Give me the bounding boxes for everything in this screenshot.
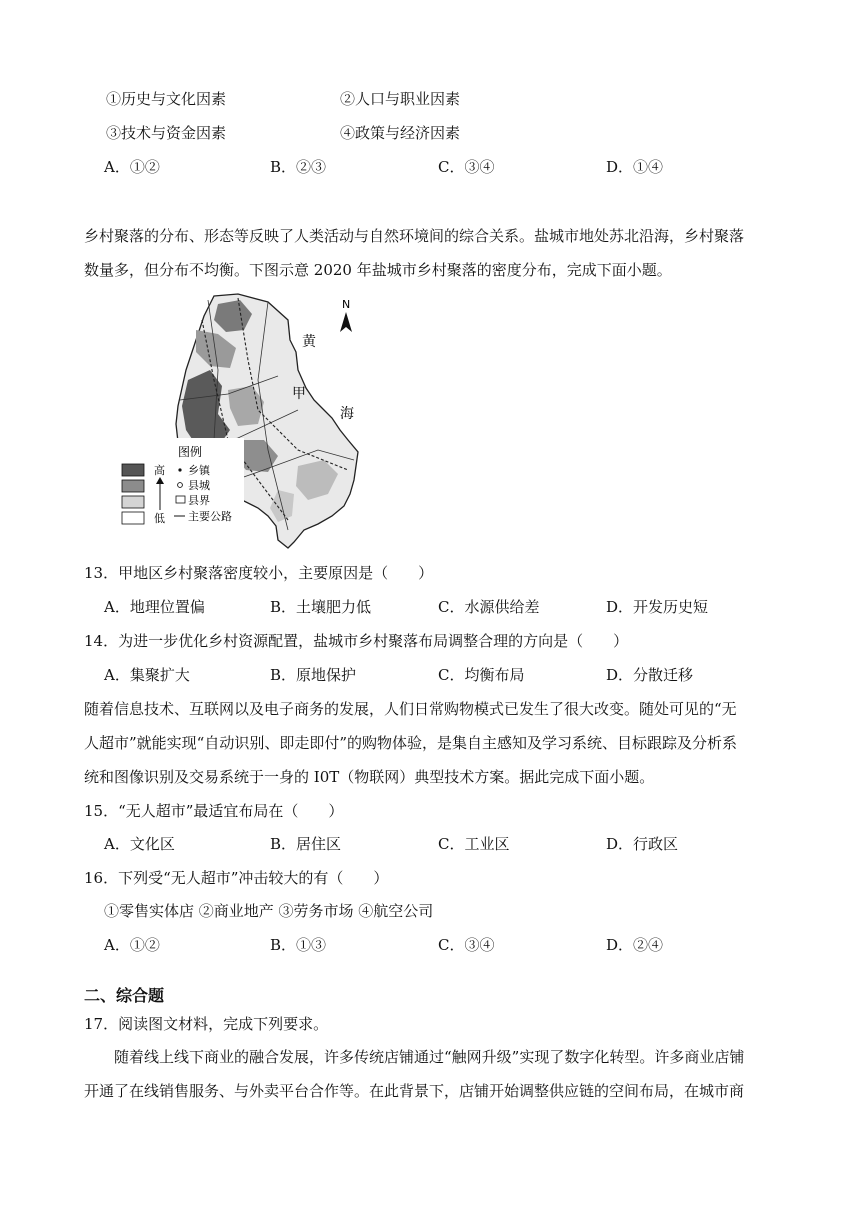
q14-option-a: A．集聚扩大 [104, 666, 190, 684]
q13-option-b: B．土壤肥力低 [270, 598, 372, 616]
prev-item-2: ②人口与职业因素 [340, 90, 461, 108]
legend-swatch-1 [122, 464, 144, 476]
prev-item-4: ④政策与经济因素 [340, 124, 461, 142]
prev-item-1: ①历史与文化因素 [106, 90, 227, 108]
passage2-line2: 人超市”就能实现“自动识别、即走即付”的购物体验，是集自主感知及学习系统、目标跟踪及分析系 [84, 734, 738, 752]
prev-option-c: C．③④ [438, 158, 495, 176]
q14-option-d: D．分散迁移 [606, 666, 694, 684]
sea-label-2: 海 [340, 406, 354, 422]
legend-item-county-boundary: 县界 [188, 494, 210, 507]
q15-option-a: A．文化区 [104, 835, 175, 853]
q14-stem: 14．为进一步优化乡村资源配置，盐城市乡村聚落布局调整合理的方向是（ ） [84, 632, 629, 650]
q13-option-a: A．地理位置偏 [104, 598, 205, 616]
passage1-line2: 数量多，但分布不均衡。下图示意 2020 年盐城市乡村聚落的密度分布，完成下面小题。 [84, 261, 672, 279]
legend-swatch-3 [122, 496, 144, 508]
q13-option-d: D．开发历史短 [606, 598, 709, 616]
prev-option-d: D．①④ [606, 158, 664, 176]
prev-option-b: B．②③ [270, 158, 327, 176]
legend-high: 高 [154, 464, 165, 477]
legend-low: 低 [154, 512, 165, 525]
q16-stem: 16．下列受“无人超市”冲击较大的有（ ） [84, 869, 389, 887]
passage1-line1: 乡村聚落的分布、形态等反映了人类活动与自然环境间的综合关系。盐城市地处苏北沿海，乡村聚落 [84, 227, 745, 245]
legend-item-county-seat: 县城 [188, 479, 210, 492]
q15-option-d: D．行政区 [606, 835, 679, 853]
q16-option-c: C．③④ [438, 936, 495, 954]
q14-option-b: B．原地保护 [270, 666, 357, 684]
q17-stem: 17．阅读图文材料，完成下列要求。 [84, 1015, 329, 1033]
passage2-line1: 随着信息技术、互联网以及电子商务的发展，人们日常购物模式已发生了很大改变。随处可见的“无 [84, 700, 737, 718]
settlement-density-map [118, 290, 380, 552]
section-title: 二、综合题 [84, 986, 165, 1005]
prev-option-a: A．①② [104, 158, 160, 176]
prev-item-3: ③技术与资金因素 [106, 124, 227, 142]
q15-stem: 15．“无人超市”最适宜布局在（ ） [84, 802, 344, 820]
place-label: 甲 [292, 386, 306, 402]
q14-option-c: C．均衡布局 [438, 666, 525, 684]
q17-line1: 随着线上线下商业的融合发展，许多传统店铺通过“触网升级”实现了数字化转型。许多商业店铺 [114, 1048, 745, 1066]
north-arrow-icon [340, 312, 352, 332]
passage2-line3: 统和图像识别及交易系统于一身的 I0T（物联网）典型技术方案。据此完成下面小题。 [84, 768, 655, 786]
sea-label-1: 黄 [302, 334, 316, 350]
q13-option-c: C．水源供给差 [438, 598, 540, 616]
q16-option-d: D．②④ [606, 936, 664, 954]
q17-line2: 开通了在线销售服务、与外卖平台合作等。在此背景下，店铺开始调整供应链的空间布局，在城市商 [84, 1082, 745, 1100]
q16-option-a: A．①② [104, 936, 160, 954]
q15-option-c: C．工业区 [438, 835, 510, 853]
legend-swatch-4 [122, 512, 144, 524]
legend-item-town: 乡镇 [188, 464, 210, 477]
q15-option-b: B．居住区 [270, 835, 342, 853]
q16-items: ①零售实体店 ②商业地产 ③劳务市场 ④航空公司 [104, 902, 434, 920]
legend-title: 图例 [178, 445, 203, 459]
legend-item-road: 主要公路 [188, 510, 232, 523]
town-symbol-icon [178, 468, 181, 471]
north-label: N [342, 298, 351, 311]
legend-swatch-2 [122, 480, 144, 492]
q16-option-b: B．①③ [270, 936, 327, 954]
q13-stem: 13．甲地区乡村聚落密度较小，主要原因是（ ） [84, 564, 434, 582]
